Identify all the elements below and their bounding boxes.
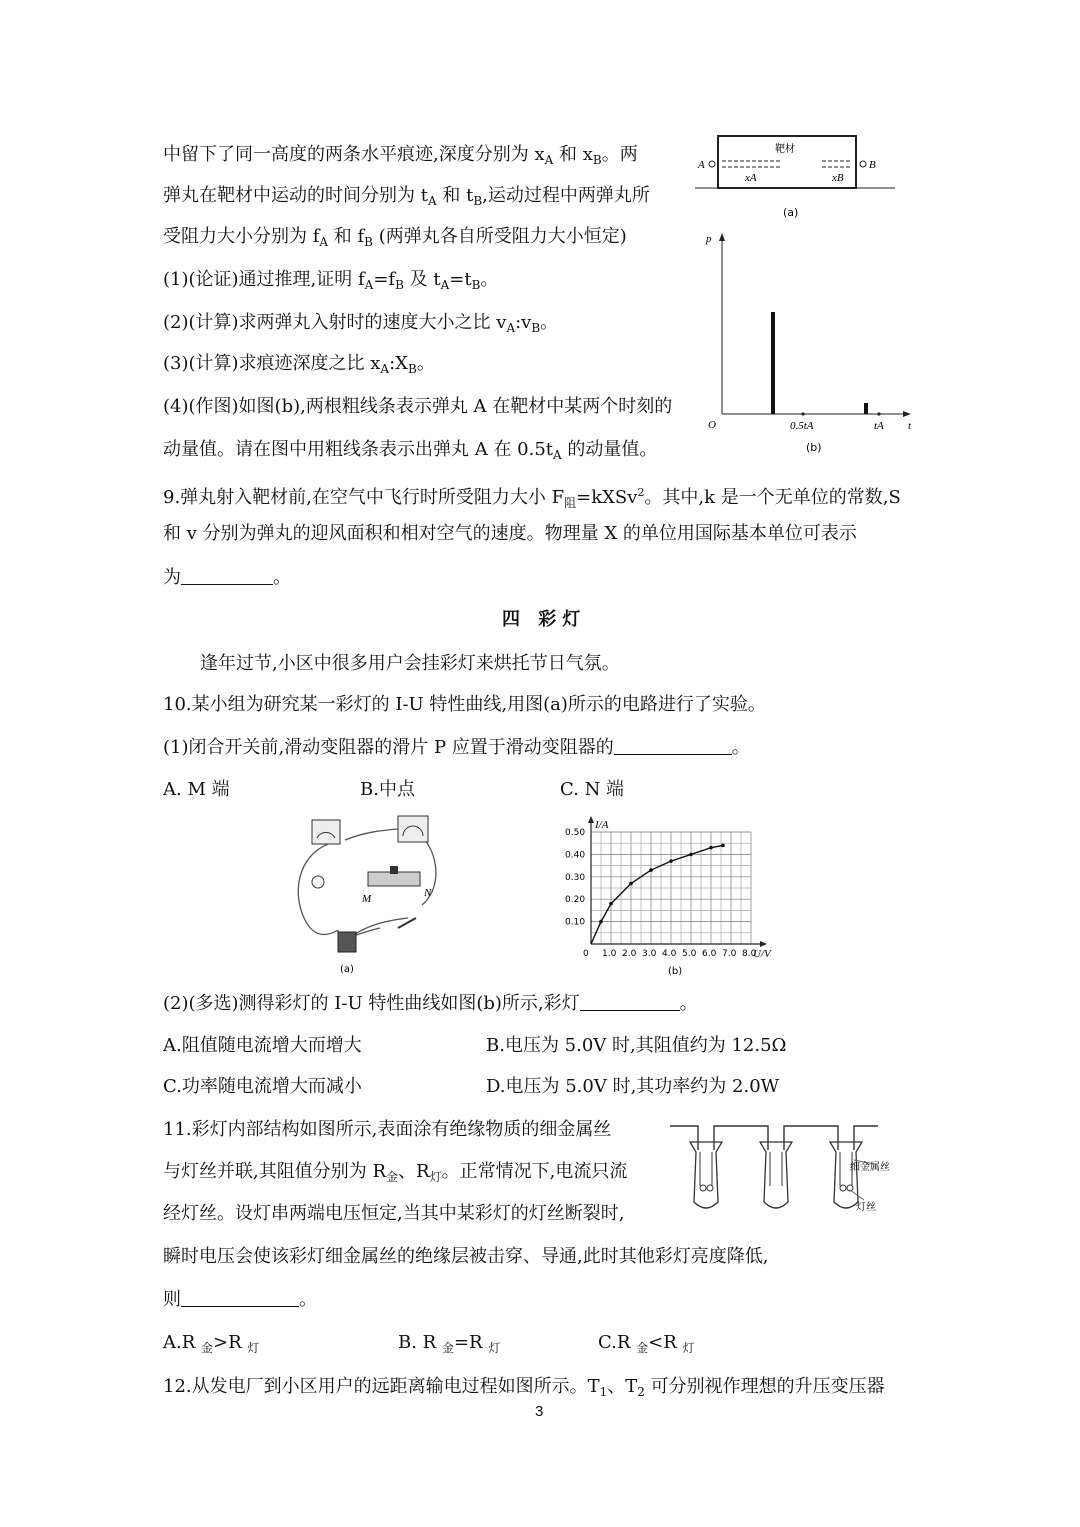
- iu-point: [599, 920, 603, 924]
- x-tick-label: 8.0: [742, 949, 757, 959]
- figure-a-caption: (a): [783, 206, 799, 219]
- p-axis-arrow-icon: [719, 233, 725, 241]
- iu-point: [629, 882, 633, 886]
- ta-label: tA: [874, 420, 884, 432]
- battery-icon: [338, 932, 356, 952]
- q8-part4-line1: (4)(作图)如图(b),两根粗线条表示弹丸 A 在靶材中某两个时刻的: [163, 396, 673, 417]
- q10-option-c: C. N 端: [560, 779, 625, 800]
- momentum-figure: [700, 228, 920, 458]
- q11-line5: 则 。: [163, 1289, 317, 1310]
- q10-part2-blank[interactable]: [580, 992, 680, 1011]
- chart-caption: (b): [668, 966, 683, 977]
- q8-part1: (1)(论证)通过推理,证明 $f_A=f_B$ 及 $t_A=t_B$。: [163, 269, 499, 292]
- iu-chart: [555, 812, 795, 980]
- target-figure: [690, 128, 910, 223]
- q12-line1: 12.从发电厂到小区用户的远距离输电过程如图所示。$T_1$、$T_2$ 可分别视作理想的升压变压器: [163, 1376, 885, 1399]
- y-tick-label: 0.30: [565, 872, 586, 883]
- q11-answer-blank[interactable]: [181, 1288, 299, 1307]
- bulb-2: [760, 1142, 792, 1208]
- t-axis-arrow-icon: [903, 411, 911, 417]
- chart-origin: 0: [583, 949, 589, 959]
- x-tick-label: 3.0: [642, 949, 657, 959]
- q10-option-a: A. M 端: [163, 779, 230, 800]
- q11-option-a: A.R $_金$>R $_灯$: [163, 1332, 260, 1355]
- q8-part3: (3)(计算)求痕迹深度之比 $x_A:X_B$。: [163, 353, 435, 376]
- section-title: 四 彩灯: [502, 609, 587, 630]
- chart-xlabel: U/V: [753, 948, 771, 960]
- iu-point: [609, 902, 613, 906]
- circuit-caption: (a): [340, 964, 354, 975]
- t-label: t: [908, 420, 912, 432]
- chart-ylabel: I/A: [595, 819, 609, 831]
- q10-option-b: B.中点: [360, 779, 415, 800]
- circuit-figure: [290, 810, 450, 980]
- q11-line1: 11.彩灯内部结构如图所示,表面涂有绝缘物质的细金属丝: [163, 1119, 612, 1140]
- bullet-a-icon: [709, 161, 715, 167]
- q10-option2-c: C.功率随电流增大而减小: [163, 1076, 362, 1097]
- q9-line2: 和 v 分别为弹丸的迎风面积和相对空气的速度。物理量 X 的单位用国际基本单位可表示: [163, 523, 857, 544]
- terminal-m: M: [362, 893, 372, 905]
- bulb-string-figure: [660, 1112, 910, 1220]
- string-wire: [670, 1126, 878, 1150]
- q8-part2: (2)(计算)求两弹丸入射时的速度大小之比 $v_A:v_B$。: [163, 312, 559, 335]
- iu-point: [649, 868, 653, 872]
- target-label: 靶材: [775, 144, 795, 155]
- y-tick-label: 0.50: [565, 828, 586, 838]
- q8-line1: 中留下了同一高度的两条水平痕迹,深度分别为 $x_A$ 和 $x_B$。两: [163, 144, 638, 167]
- chart-grid: [588, 816, 767, 947]
- iu-point: [669, 859, 673, 863]
- iu-point: [721, 844, 725, 848]
- y-axis-arrow-icon: [588, 816, 594, 823]
- q11-line4: 瞬时电压会使该彩灯细金属丝的绝缘层被击穿、导通,此时其他彩灯亮度降低,: [163, 1246, 769, 1267]
- bullet-b-icon: [860, 161, 866, 167]
- origin-label: O: [708, 419, 716, 431]
- y-tick-label: 0.20: [565, 895, 586, 906]
- rheostat-slider: [390, 866, 398, 874]
- terminal-n: N: [424, 887, 432, 899]
- iu-point: [709, 846, 713, 850]
- iu-point: [689, 853, 693, 857]
- label-a: A: [698, 159, 705, 171]
- section-intro: 逢年过节,小区中很多用户会挂彩灯来烘托节日气氛。: [200, 653, 620, 674]
- p-label: p: [706, 233, 712, 245]
- q8-line3: 受阻力大小分别为 $f_A$ 和 $f_B$ (两弹丸各自所受阻力大小恒定): [163, 226, 627, 249]
- rheostat-icon: [368, 872, 420, 886]
- q9-line3: 为 。: [163, 567, 291, 588]
- q10-option2-a: A.阻值随电流增大而增大: [163, 1035, 362, 1056]
- page-number: 3: [535, 1403, 544, 1420]
- q10-option2-d: D.电压为 5.0V 时,其功率约为 2.0W: [486, 1076, 780, 1097]
- q9-line1: 9.弹丸射入靶材前,在空气中飞行时所受阻力大小 $F_阻=kXSv^2$。其中,k 是一个无单位的常数,S: [163, 486, 901, 510]
- x-tick-label: 1.0: [602, 949, 617, 959]
- bulb-3: [830, 1142, 862, 1208]
- voltmeter-icon: [398, 816, 428, 842]
- bulb-1: [690, 1142, 722, 1208]
- q11-line3: 经灯丝。设灯串两端电压恒定,当其中某彩灯的灯丝断裂时,: [163, 1203, 625, 1224]
- q10-option2-b: B.电压为 5.0V 时,其阻值约为 12.5Ω: [486, 1035, 787, 1056]
- x-tick-label: 6.0: [702, 949, 717, 959]
- x-tick-label: 5.0: [682, 949, 697, 959]
- y-tick-label: 0.10: [565, 917, 586, 928]
- y-tick-label: 0.40: [565, 850, 586, 861]
- lamp-icon: [312, 876, 324, 888]
- x-axis-arrow-icon: [760, 941, 767, 947]
- label-xb: xB: [832, 172, 844, 184]
- q10-part2: (2)(多选)测得彩灯的 I-U 特性曲线如图(b)所示,彩灯 。: [163, 993, 698, 1014]
- q11-option-c: C.R $_金$<R $_灯$: [598, 1332, 695, 1355]
- q10-part1: (1)闭合开关前,滑动变阻器的滑片 P 应置于滑动变阻器的 。: [163, 737, 750, 758]
- filament-label: 灯丝: [856, 1202, 876, 1213]
- half-ta-label: 0.5tA: [790, 420, 814, 432]
- ta-tick: [877, 412, 880, 415]
- q10-part1-blank[interactable]: [614, 736, 732, 755]
- wire-label: 细金属丝: [850, 1162, 890, 1173]
- q8-line2: 弹丸在靶材中运动的时间分别为 $t_A$ 和 $t_B$,运动过程中两弹丸所: [163, 185, 650, 208]
- figure-b-caption: (b): [806, 441, 822, 454]
- q8-part4-line2: 动量值。请在图中用粗线条表示出弹丸 A 在 $0.5t_A$ 的动量值。: [163, 439, 658, 462]
- x-tick-label: 4.0: [662, 949, 677, 959]
- half-ta-tick: [801, 412, 804, 415]
- q9-answer-blank[interactable]: [181, 566, 273, 585]
- x-tick-label: 2.0: [622, 949, 637, 959]
- q10-line1: 10.某小组为研究某一彩灯的 I-U 特性曲线,用图(a)所示的电路进行了实验。: [163, 694, 766, 715]
- q11-line2: 与灯丝并联,其阻值分别为 $R_金$、$R_灯$。正常情况下,电流只流: [163, 1161, 628, 1184]
- label-b: B: [869, 159, 876, 171]
- q11-option-b: B. R $_金$=R $_灯$: [398, 1332, 501, 1355]
- label-xa: xA: [745, 172, 757, 184]
- x-tick-label: 7.0: [722, 949, 737, 959]
